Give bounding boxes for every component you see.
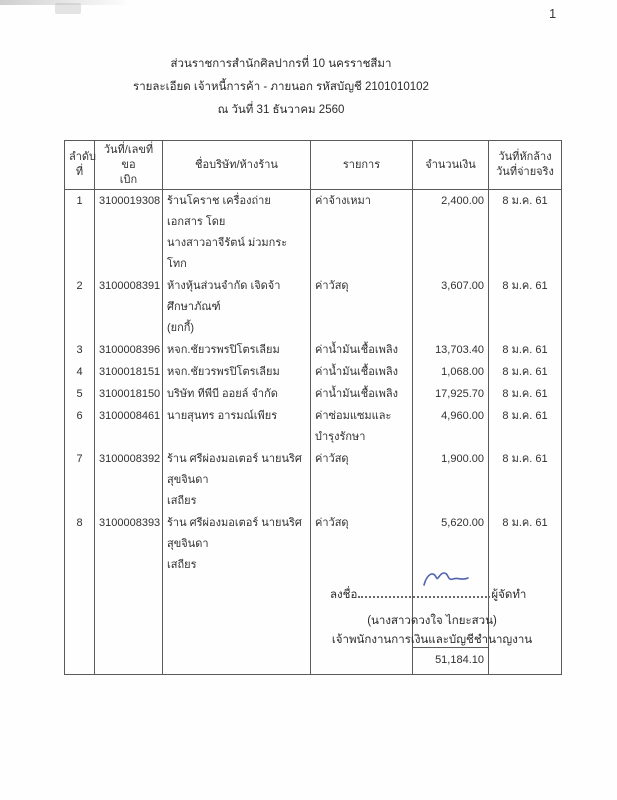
table-header [65,141,562,190]
cell-no: 4 [65,361,95,383]
header-company: ชื่อบริษัท/ห้างร้าน [163,141,311,190]
cell-request-number: 3100008393 [95,512,163,576]
cell-company: หจก.ชัยวรพรปิโตรเลียม [163,339,311,361]
doc-title-line1: ส่วนราชการสำนักศิลปากรที่ 10 นครราชสีมา [170,58,392,70]
cell-company: ห้างหุ้นส่วนจำกัด เจิดจ้าศึกษาภัณฑ์ (ยกกี้) [163,275,311,339]
table-body [65,190,562,577]
cell-request-number: 3100018151 [95,361,163,383]
header-no: ลำดับที่ [65,141,95,190]
cell-request-number: 3100008391 [95,275,163,339]
cell-clear-date: 8 ม.ค. 61 [489,190,562,276]
cell-company: นายสุนทร อารมณ์เพียร [163,405,311,448]
table-row [65,190,562,276]
cell-clear-date: 8 ม.ค. 61 [489,448,562,512]
sign-label: ลงชื่อ [330,589,358,601]
cell-no: 2 [65,275,95,339]
cell-no: 5 [65,383,95,405]
cell-item: ค่าน้ำมันเชื้อเพลิง [311,383,413,405]
cell-clear-date: 8 ม.ค. 61 [489,275,562,339]
table-row [65,405,562,448]
cell-request-number: 3100019308 [95,190,163,276]
cell-request-number: 3100008461 [95,405,163,448]
table-row [65,339,562,361]
role-label: ผู้จัดทำ [491,589,527,601]
cell-company: ร้าน ศรีผ่องมอเตอร์ นายนริศ สุขจินดา เสถียร [163,512,311,576]
signature-ink-scribble [420,569,472,591]
cell-item: ค่าวัสดุ [311,448,413,512]
cell-item: ค่าวัสดุ [311,275,413,339]
cell-clear-date: 8 ม.ค. 61 [489,339,562,361]
cell-amount: 1,068.00 [413,361,489,383]
cell-no: 1 [65,190,95,276]
cell-amount: 17,925.70 [413,383,489,405]
cell-item: ค่าวัสดุ [311,512,413,576]
cell-amount: 2,400.00 [413,190,489,276]
page-number: 1 [549,6,557,21]
cell-request-number: 3100008392 [95,448,163,512]
cell-no: 3 [65,339,95,361]
cell-clear-date: 8 ม.ค. 61 [489,405,562,448]
total-amount: 51,184.10 [413,648,489,675]
table-row [65,448,562,512]
table-row [65,383,562,405]
header-amount: จำนวนเงิน [413,141,489,190]
cell-amount: 13,703.40 [413,339,489,361]
table-row [65,512,562,576]
cell-amount: 1,900.00 [413,448,489,512]
table-row [65,361,562,383]
cell-company: ร้าน ศรีผ่องมอเตอร์ นายนริศ สุขจินดา เสถียร [163,448,311,512]
header-item: รายการ [311,141,413,190]
cell-no: 7 [65,448,95,512]
cell-amount: 5,620.00 [413,512,489,576]
cell-company: บริษัท ทีพีบี ออยล์ จำกัด [163,383,311,405]
cell-no: 8 [65,512,95,576]
scan-smudge [55,3,81,14]
cell-clear-date: 8 ม.ค. 61 [489,512,562,576]
cell-request-number: 3100018150 [95,383,163,405]
cell-amount: 3,607.00 [413,275,489,339]
doc-title-line2: รายละเอียด เจ้าหนี้การค้า - ภายนอก รหัสบัญชี 2101010102 [133,81,429,93]
cell-company: ร้านโคราช เครื่องถ่ายเอกสาร โดย นางสาวอาจีรัตน์ ม่วมกระโทก [163,190,311,276]
total-row [65,648,562,675]
cell-item: ค่าน้ำมันเชื้อเพลิง [311,339,413,361]
cell-item: ค่าน้ำมันเชื้อเพลิง [311,361,413,383]
signer-name: (นางสาวดวงใจ ไกยะสวน) [367,615,497,627]
header-clear-date: วันที่หักล้าง วันที่จ่ายจริง [489,141,562,190]
cell-request-number: 3100008396 [95,339,163,361]
document-header [0,53,562,122]
table-row [65,275,562,339]
cell-clear-date: 8 ม.ค. 61 [489,361,562,383]
doc-title-line3: ณ วันที่ 31 ธันวาคม 2560 [217,104,345,116]
cell-item: ค่าซ่อมแซมและบำรุงรักษา [311,405,413,448]
cell-company: หจก.ชัยวรพรปิโตรเลียม [163,361,311,383]
cell-no: 6 [65,405,95,448]
cell-item: ค่าจ้างเหมา [311,190,413,276]
signer-position: เจ้าพนักงานการเงินและบัญชีชำนาญงาน [331,634,533,646]
cell-clear-date: 8 ม.ค. 61 [489,383,562,405]
header-request: วันที่/เลขที่ขอ เบิก [95,141,163,190]
cell-amount: 4,960.00 [413,405,489,448]
